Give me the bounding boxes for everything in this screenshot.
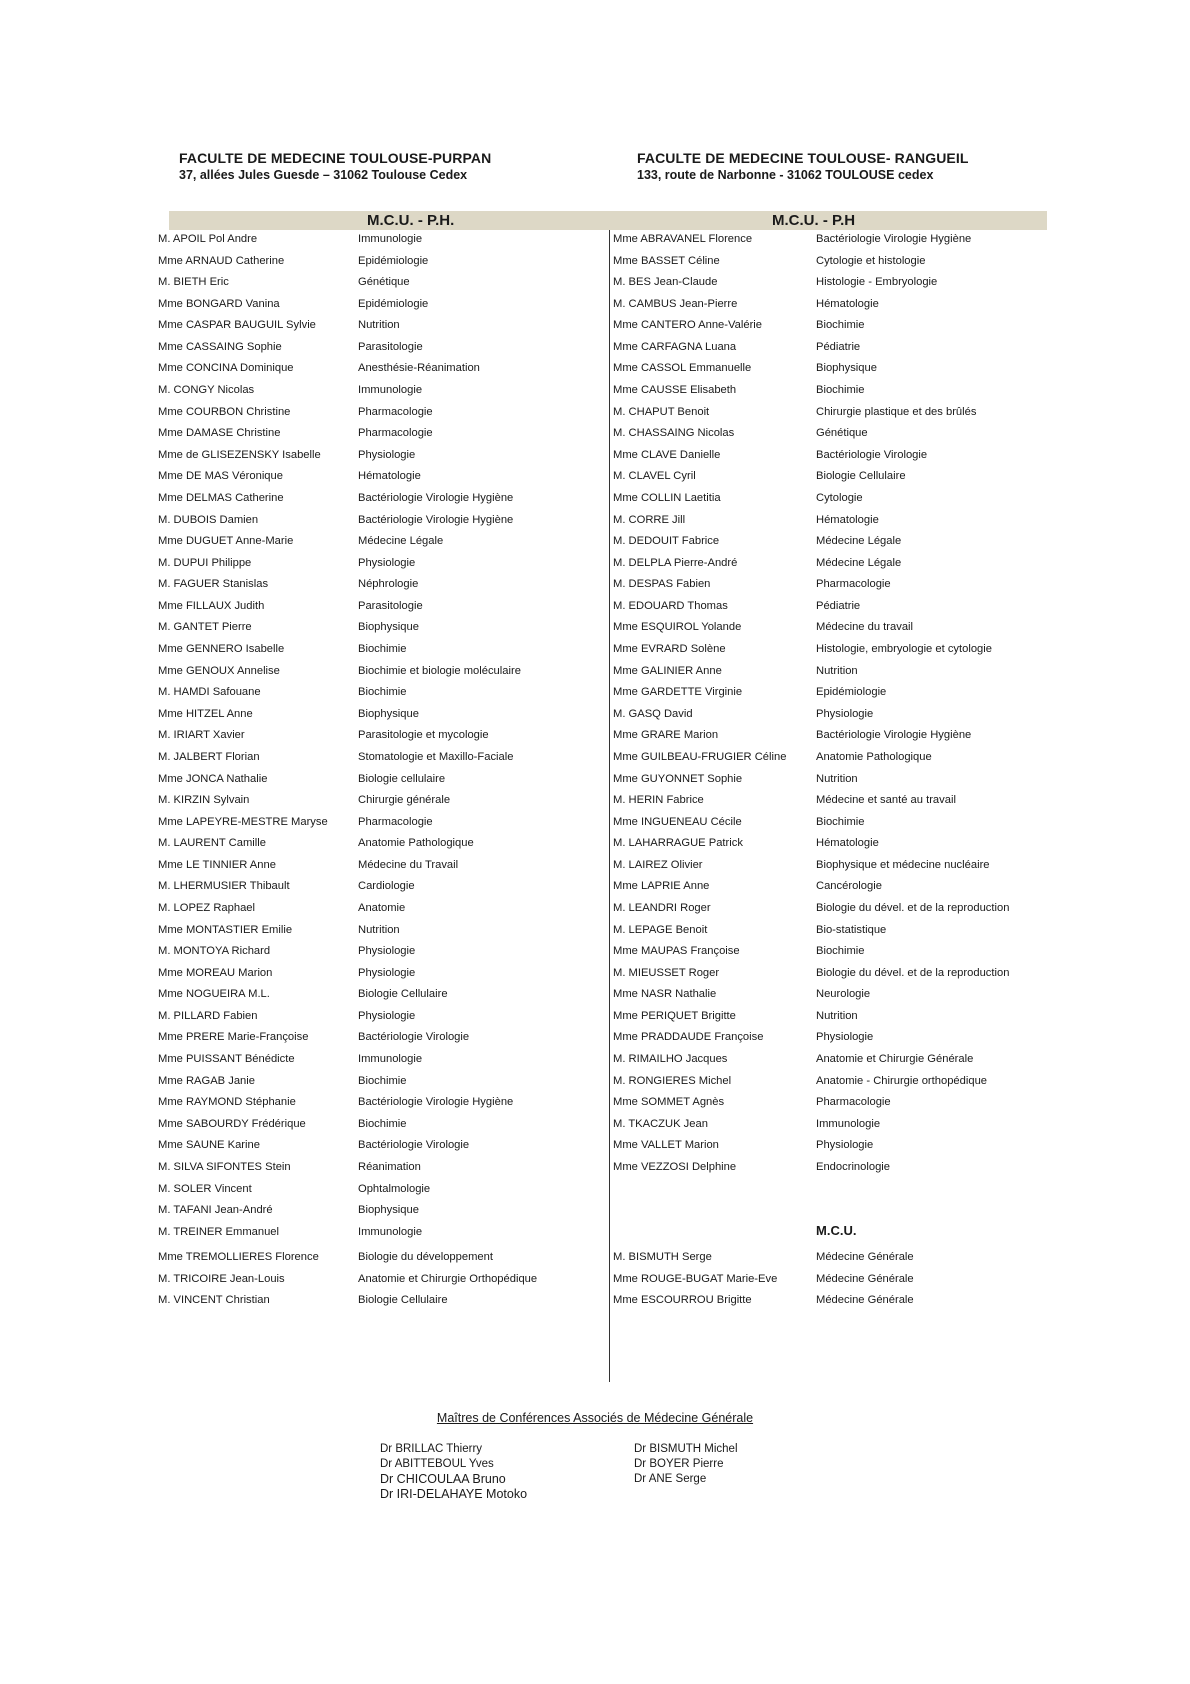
column-divider <box>609 230 610 1382</box>
staff-name: M. LAIREZ Olivier <box>613 859 703 871</box>
staff-name: Mme BONGARD Vanina <box>158 298 280 310</box>
staff-specialty: Stomatologie et Maxillo-Faciale <box>358 751 514 763</box>
staff-name: Mme EVRARD Solène <box>613 643 726 655</box>
staff-specialty: Biophysique <box>816 362 877 374</box>
staff-specialty: Biologie Cellulaire <box>358 988 448 1000</box>
staff-specialty: Immunologie <box>358 233 423 245</box>
staff-specialty: Biochimie <box>358 643 407 655</box>
staff-name: M. TKACZUK Jean <box>613 1118 708 1130</box>
staff-name: M. GANTET Pierre <box>158 621 252 633</box>
staff-specialty: Neurologie <box>816 988 871 1000</box>
associates-right-list <box>634 1442 738 1487</box>
staff-name: Mme GUILBEAU-FRUGIER Céline <box>613 751 787 763</box>
staff-specialty: Anatomie Pathologique <box>816 751 932 763</box>
staff-name: Mme GARDETTE Virginie <box>613 686 743 698</box>
staff-specialty: Médecine et santé au travail <box>816 794 956 806</box>
staff-specialty: Biochimie <box>816 319 865 331</box>
staff-specialty: Cytologie et histologie <box>816 255 926 267</box>
staff-name: Mme VEZZOSI Delphine <box>613 1161 737 1173</box>
staff-specialty: Biophysique <box>358 621 419 633</box>
staff-name: M. MONTOYA Richard <box>158 945 271 957</box>
staff-name: Mme PUISSANT Bénédicte <box>158 1053 295 1065</box>
staff-name: Mme LE TINNIER Anne <box>158 859 276 871</box>
staff-name: M. LHERMUSIER Thibault <box>158 880 290 892</box>
staff-specialty: Immunologie <box>816 1118 881 1130</box>
associate-name: Dr ABITTEBOUL Yves <box>380 1458 494 1470</box>
staff-specialty: Physiologie <box>358 967 416 979</box>
staff-specialty: Epidémiologie <box>358 298 429 310</box>
staff-specialty: Physiologie <box>816 708 874 720</box>
staff-specialty: Biochimie <box>816 384 865 396</box>
associate-name: Dr ANE Serge <box>634 1473 707 1485</box>
staff-name: M. HAMDI Safouane <box>158 686 261 698</box>
staff-specialty: Biophysique <box>358 708 419 720</box>
staff-specialty: Bactériologie Virologie Hygiène <box>358 514 514 526</box>
staff-name: M. VINCENT Christian <box>158 1294 270 1306</box>
staff-name: M. TAFANI Jean-André <box>158 1204 273 1216</box>
staff-name: M. KIRZIN Sylvain <box>158 794 250 806</box>
staff-name: Mme SOMMET Agnès <box>613 1096 725 1108</box>
staff-specialty: Anatomie et Chirurgie Générale <box>816 1053 974 1065</box>
staff-specialty: Génétique <box>358 276 410 288</box>
staff-specialty: Anatomie Pathologique <box>358 837 474 849</box>
staff-specialty: Pédiatrie <box>816 341 861 353</box>
staff-name: M. DEDOUIT Fabrice <box>613 535 720 547</box>
staff-specialty: Parasitologie et mycologie <box>358 729 489 741</box>
staff-specialty: Nutrition <box>816 665 858 677</box>
staff-specialty: Pharmacologie <box>358 406 433 418</box>
staff-specialty: Biochimie <box>358 1075 407 1087</box>
staff-name: M. FAGUER Stanislas <box>158 578 269 590</box>
staff-specialty: Immunologie <box>358 1053 423 1065</box>
rangueil-title: FACULTE DE MEDECINE TOULOUSE- RANGUEIL <box>637 150 969 166</box>
staff-name: Mme MONTASTIER Emilie <box>158 924 293 936</box>
staff-name: Mme de GLISEZENSKY Isabelle <box>158 449 321 461</box>
staff-specialty: Bactériologie Virologie <box>358 1139 470 1151</box>
staff-specialty: Anesthésie-Réanimation <box>358 362 480 374</box>
staff-specialty: Biologie cellulaire <box>358 773 446 785</box>
staff-name: Mme TREMOLLIERES Florence <box>158 1251 319 1263</box>
staff-specialty: Bactériologie Virologie Hygiène <box>358 492 514 504</box>
staff-specialty: Cytologie <box>816 492 863 504</box>
staff-name: Mme GRARE Marion <box>613 729 719 741</box>
staff-name: Mme CANTERO Anne-Valérie <box>613 319 763 331</box>
staff-specialty: Nutrition <box>816 1010 858 1022</box>
staff-specialty: Biologie Cellulaire <box>816 470 906 482</box>
staff-name: Mme ROUGE-BUGAT Marie-Eve <box>613 1273 778 1285</box>
staff-specialty: Médecine Générale <box>816 1273 914 1285</box>
staff-specialty: Génétique <box>816 427 868 439</box>
staff-specialty: Pharmacologie <box>358 816 433 828</box>
staff-specialty: Anatomie <box>358 902 406 914</box>
staff-name: M. APOIL Pol Andre <box>158 233 258 245</box>
staff-name: M. IRIART Xavier <box>158 729 245 741</box>
staff-name: M. SILVA SIFONTES Stein <box>158 1161 291 1173</box>
staff-name: Mme CONCINA Dominique <box>158 362 294 374</box>
staff-specialty: Cancérologie <box>816 880 882 892</box>
staff-specialty: Histologie - Embryologie <box>816 276 938 288</box>
staff-name: M. LEPAGE Benoit <box>613 924 708 936</box>
purpan-title: FACULTE DE MEDECINE TOULOUSE-PURPAN <box>179 150 492 166</box>
staff-name: M. BIETH Eric <box>158 276 229 288</box>
staff-name: Mme GUYONNET Sophie <box>613 773 743 785</box>
staff-specialty: Biologie du dével. et de la reproduction <box>816 902 1010 914</box>
staff-name: M. GASQ David <box>613 708 693 720</box>
staff-specialty: Anatomie - Chirurgie orthopédique <box>816 1075 988 1087</box>
staff-name: M. TRICOIRE Jean-Louis <box>158 1273 285 1285</box>
staff-name: M. RONGIERES Michel <box>613 1075 732 1087</box>
staff-name: M. LAHARRAGUE Patrick <box>613 837 743 849</box>
staff-specialty: Hématologie <box>816 837 879 849</box>
staff-specialty: Nutrition <box>358 924 400 936</box>
staff-specialty: Bactériologie Virologie Hygiène <box>816 729 972 741</box>
staff-name: Mme GENNERO Isabelle <box>158 643 285 655</box>
staff-name: Mme CASSOL Emmanuelle <box>613 362 752 374</box>
staff-specialty: Médecine Générale <box>816 1294 914 1306</box>
staff-specialty: Bactériologie Virologie Hygiène <box>816 233 972 245</box>
staff-specialty: Parasitologie <box>358 341 423 353</box>
staff-specialty: Hématologie <box>816 298 879 310</box>
staff-name: Mme ESCOURROU Brigitte <box>613 1294 752 1306</box>
staff-name: Mme ABRAVANEL Florence <box>613 233 753 245</box>
staff-name: M. DESPAS Fabien <box>613 578 711 590</box>
staff-specialty: Bio-statistique <box>816 924 887 936</box>
staff-specialty: Histologie, embryologie et cytologie <box>816 643 992 655</box>
staff-specialty: Réanimation <box>358 1161 421 1173</box>
staff-specialty: Biophysique <box>358 1204 419 1216</box>
staff-specialty: Bactériologie Virologie <box>358 1031 470 1043</box>
staff-name: M. TREINER Emmanuel <box>158 1226 280 1238</box>
staff-name: M. LEANDRI Roger <box>613 902 711 914</box>
staff-name: Mme RAGAB Janie <box>158 1075 255 1087</box>
staff-name: M. DELPLA Pierre-André <box>613 557 738 569</box>
staff-name: Mme MOREAU Marion <box>158 967 273 979</box>
staff-name: M. LAURENT Camille <box>158 837 266 849</box>
staff-name: Mme CAUSSE Elisabeth <box>613 384 737 396</box>
purpan-section-title: M.C.U. - P.H. <box>367 212 455 229</box>
staff-name: Mme CASSAING Sophie <box>158 341 282 353</box>
staff-specialty: Chirurgie générale <box>358 794 451 806</box>
associate-name: Dr BOYER Pierre <box>634 1458 724 1470</box>
staff-name: M. JALBERT Florian <box>158 751 260 763</box>
staff-specialty: Bactériologie Virologie Hygiène <box>358 1096 514 1108</box>
staff-name: M. CONGY Nicolas <box>158 384 255 396</box>
staff-specialty: Physiologie <box>816 1139 874 1151</box>
staff-name: M. EDOUARD Thomas <box>613 600 728 612</box>
staff-name: M. HERIN Fabrice <box>613 794 704 806</box>
staff-specialty: Biologie du développement <box>358 1251 493 1263</box>
staff-specialty: Chirurgie plastique et des brûlés <box>816 406 977 418</box>
purpan-address: 37, allées Jules Guesde – 31062 Toulouse Cedex <box>179 168 468 182</box>
mcu-heading: M.C.U. <box>816 1223 857 1238</box>
staff-name: Mme LAPEYRE-MESTRE Maryse <box>158 816 328 828</box>
staff-name: M. DUBOIS Damien <box>158 514 259 526</box>
staff-specialty: Biochimie <box>358 686 407 698</box>
staff-specialty: Biochimie <box>816 816 865 828</box>
staff-specialty: Médecine du Travail <box>358 859 459 871</box>
staff-specialty: Ophtalmologie <box>358 1183 431 1195</box>
associate-name: Dr BRILLAC Thierry <box>380 1443 483 1455</box>
staff-specialty: Pharmacologie <box>816 578 891 590</box>
staff-name: M. CORRE Jill <box>613 514 686 526</box>
staff-specialty: Immunologie <box>358 1226 423 1238</box>
staff-name: Mme DELMAS Catherine <box>158 492 284 504</box>
staff-specialty: Nutrition <box>816 773 858 785</box>
staff-specialty: Pharmacologie <box>358 427 433 439</box>
staff-specialty: Anatomie et Chirurgie Orthopédique <box>358 1273 538 1285</box>
staff-name: M. LOPEZ Raphael <box>158 902 256 914</box>
staff-specialty: Cardiologie <box>358 880 415 892</box>
staff-name: Mme CARFAGNA Luana <box>613 341 737 353</box>
staff-name: Mme ESQUIROL Yolande <box>613 621 742 633</box>
staff-name: Mme PRERE Marie-Françoise <box>158 1031 309 1043</box>
staff-name: Mme VALLET Marion <box>613 1139 719 1151</box>
staff-name: Mme COURBON Christine <box>158 406 291 418</box>
staff-name: Mme JONCA Nathalie <box>158 773 268 785</box>
staff-name: Mme NOGUEIRA M.L. <box>158 988 270 1000</box>
section-band <box>169 211 1047 230</box>
staff-specialty: Endocrinologie <box>816 1161 891 1173</box>
staff-name: M. PILLARD Fabien <box>158 1010 258 1022</box>
staff-specialty: Pédiatrie <box>816 600 861 612</box>
associate-name: Dr CHICOULAA Bruno <box>380 1472 506 1486</box>
associate-name: Dr BISMUTH Michel <box>634 1443 738 1455</box>
staff-name: Mme GENOUX Annelise <box>158 665 280 677</box>
staff-specialty: Médecine Générale <box>816 1251 914 1263</box>
associates-left-list <box>380 1442 527 1502</box>
staff-specialty: Pharmacologie <box>816 1096 891 1108</box>
staff-name: Mme MAUPAS Françoise <box>613 945 740 957</box>
staff-name: Mme CLAVE Danielle <box>613 449 721 461</box>
staff-specialty: Epidémiologie <box>358 255 429 267</box>
staff-name: Mme BASSET Céline <box>613 255 720 267</box>
staff-specialty: Immunologie <box>358 384 423 396</box>
staff-specialty: Néphrologie <box>358 578 419 590</box>
staff-name: Mme FILLAUX Judith <box>158 600 265 612</box>
staff-name: Mme DAMASE Christine <box>158 427 281 439</box>
staff-specialty: Physiologie <box>358 449 416 461</box>
staff-name: Mme DE MAS Véronique <box>158 470 283 482</box>
staff-name: M. RIMAILHO Jacques <box>613 1053 728 1065</box>
staff-name: M. MIEUSSET Roger <box>613 967 720 979</box>
staff-specialty: Bactériologie Virologie <box>816 449 928 461</box>
staff-name: Mme LAPRIE Anne <box>613 880 710 892</box>
staff-specialty: Physiologie <box>358 1010 416 1022</box>
rangueil-header <box>637 150 969 183</box>
staff-specialty: Parasitologie <box>358 600 423 612</box>
staff-name: Mme RAYMOND Stéphanie <box>158 1096 296 1108</box>
staff-name: M. CAMBUS Jean-Pierre <box>613 298 738 310</box>
staff-specialty: Physiologie <box>358 557 416 569</box>
staff-specialty: Biochimie <box>816 945 865 957</box>
staff-name: Mme SABOURDY Frédérique <box>158 1118 306 1130</box>
staff-name: Mme SAUNE Karine <box>158 1139 260 1151</box>
staff-name: M. SOLER Vincent <box>158 1183 252 1195</box>
staff-name: M. CHAPUT Benoit <box>613 406 710 418</box>
staff-name: Mme HITZEL Anne <box>158 708 253 720</box>
staff-specialty: Hématologie <box>358 470 421 482</box>
staff-specialty: Biophysique et médecine nucléaire <box>816 859 990 871</box>
staff-specialty: Médecine Légale <box>358 535 444 547</box>
staff-name: Mme CASPAR BAUGUIL Sylvie <box>158 319 316 331</box>
staff-specialty: Médecine Légale <box>816 535 902 547</box>
staff-specialty: Epidémiologie <box>816 686 887 698</box>
staff-name: Mme COLLIN Laetitia <box>613 492 721 504</box>
staff-name: M. CHASSAING Nicolas <box>613 427 735 439</box>
staff-specialty: Biologie Cellulaire <box>358 1294 448 1306</box>
staff-specialty: Nutrition <box>358 319 400 331</box>
staff-specialty: Biochimie et biologie moléculaire <box>358 665 521 677</box>
associate-name: Dr IRI-DELAHAYE Motoko <box>380 1487 528 1501</box>
staff-name: M. CLAVEL Cyril <box>613 470 696 482</box>
staff-name: Mme GALINIER Anne <box>613 665 722 677</box>
staff-specialty: Physiologie <box>816 1031 874 1043</box>
rangueil-address: 133, route de Narbonne - 31062 TOULOUSE cedex <box>637 168 934 182</box>
staff-name: Mme PRADDAUDE Françoise <box>613 1031 764 1043</box>
staff-name: M. DUPUI Philippe <box>158 557 252 569</box>
staff-specialty: Biochimie <box>358 1118 407 1130</box>
purpan-header <box>179 150 491 183</box>
staff-name: Mme DUGUET Anne-Marie <box>158 535 294 547</box>
staff-specialty: Hématologie <box>816 514 879 526</box>
staff-specialty: Médecine Légale <box>816 557 902 569</box>
rangueil-section-title: M.C.U. - P.H <box>772 212 856 229</box>
staff-name: Mme NASR Nathalie <box>613 988 717 1000</box>
associates-title: Maîtres de Conférences Associés de Médecine Générale <box>436 1411 754 1425</box>
staff-name: M. BISMUTH Serge <box>613 1251 712 1263</box>
staff-name: Mme PERIQUET Brigitte <box>613 1010 736 1022</box>
staff-specialty: Biologie du dével. et de la reproduction <box>816 967 1010 979</box>
staff-specialty: Médecine du travail <box>816 621 914 633</box>
staff-name: Mme ARNAUD Catherine <box>158 255 285 267</box>
staff-name: M. BES Jean-Claude <box>613 276 718 288</box>
staff-name: Mme INGUENEAU Cécile <box>613 816 742 828</box>
staff-specialty: Physiologie <box>358 945 416 957</box>
